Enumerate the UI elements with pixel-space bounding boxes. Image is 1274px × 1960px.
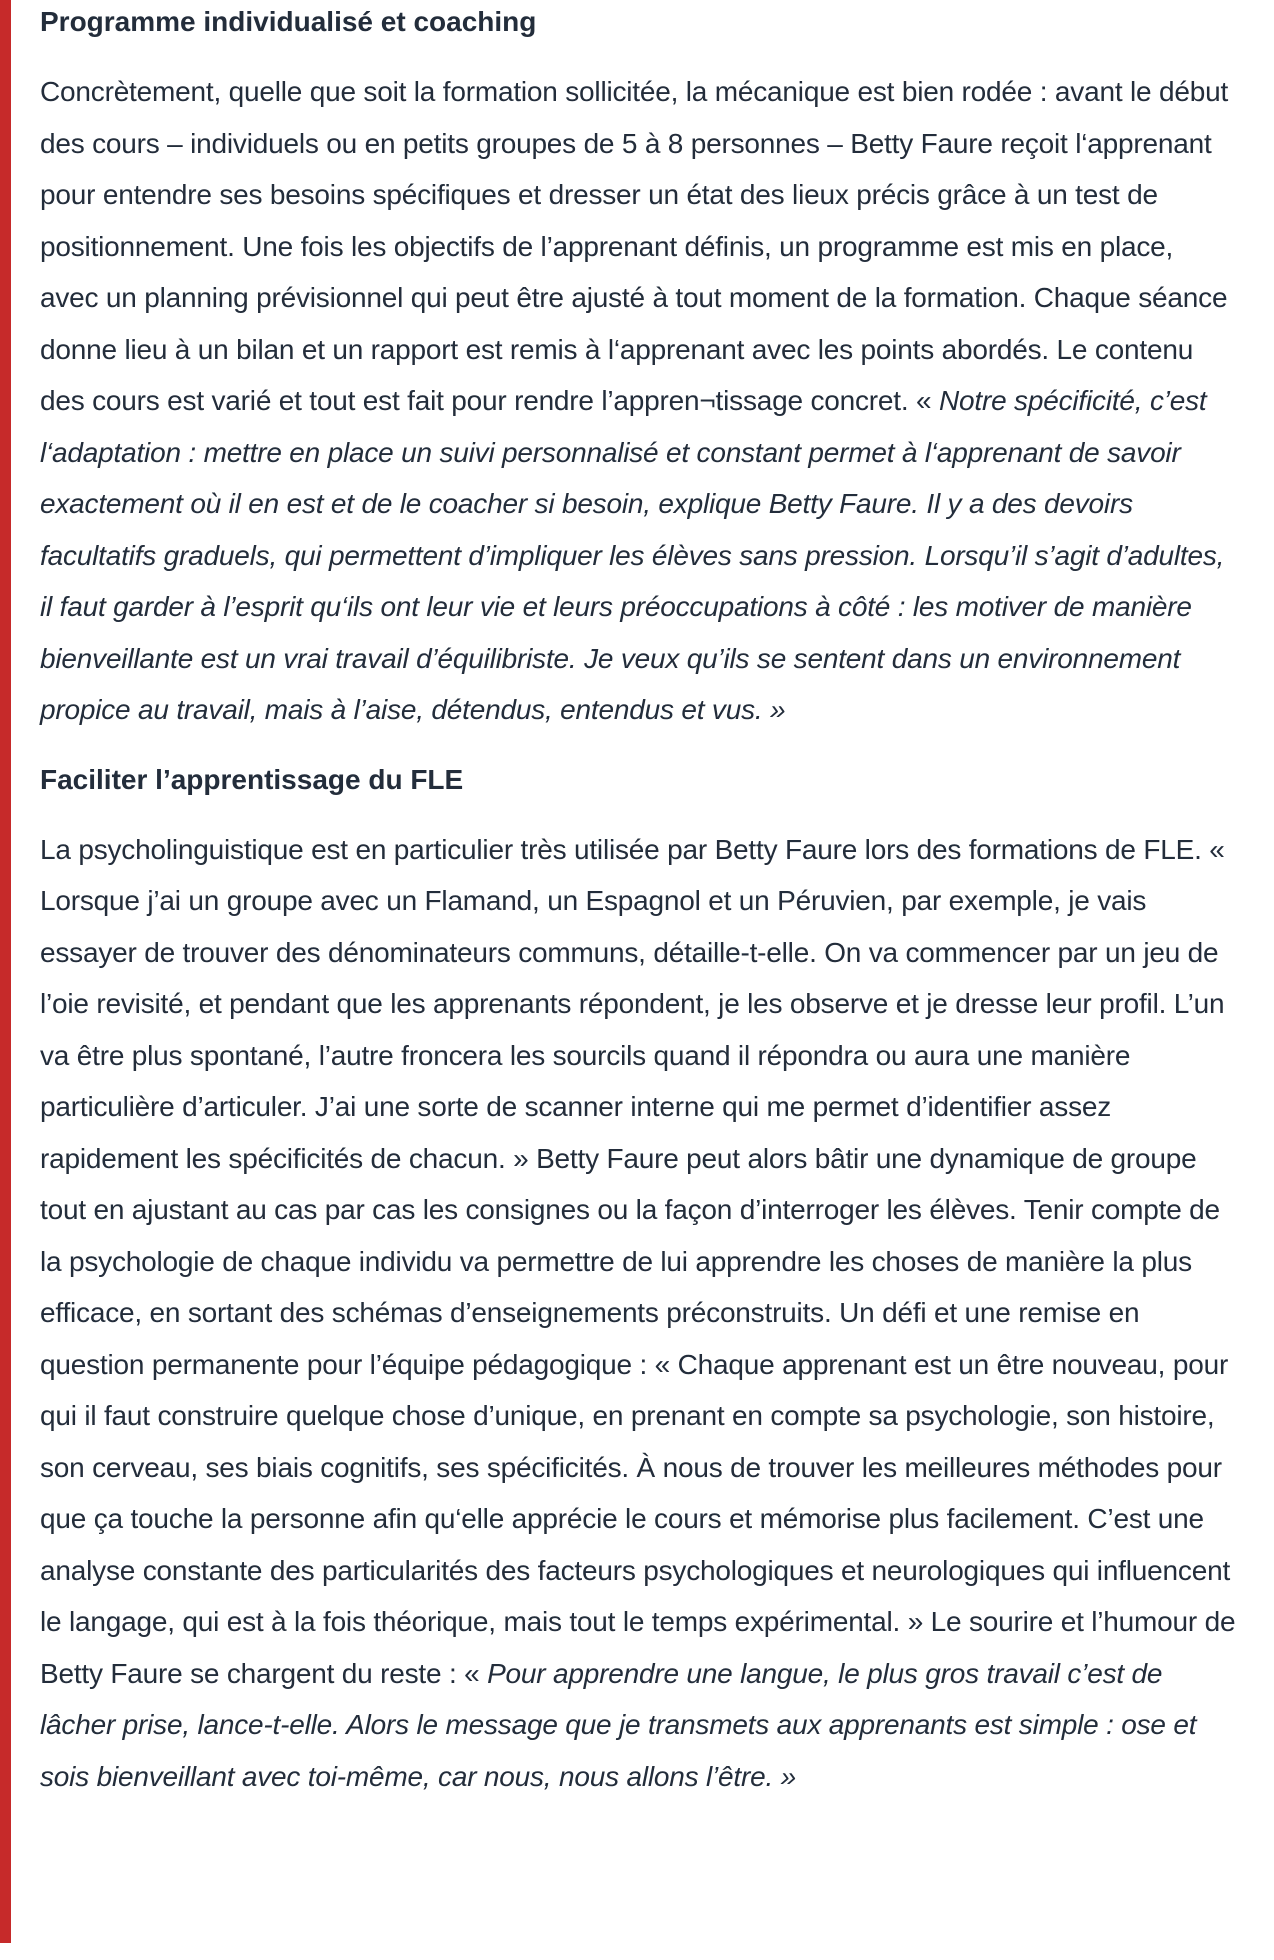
left-accent-bar xyxy=(0,0,11,1943)
section-heading-fle: Faciliter l’apprentissage du FLE xyxy=(40,763,464,795)
section-heading-programme: Programme individualisé et coaching xyxy=(40,6,537,37)
paragraph-programme-quote: Notre spécificité, c’est l‘adaptation : mettre en place un suivi personnalisé et constant permet à l‘apprenant de savoir exactement où il en est et de le coacher si besoin, explique Betty Faure. Il y a des devoirs facultatifs graduels, qui permettent d’impliquer les élèves sans pression. Lorsqu’il s’agit d’adultes, il faut garder à l’esprit qu‘ils ont leur vie et leurs préoccupations à côté : les motiver de manière bienveillante est un vrai travail d’équilibriste. Je veux qu’ils se sentent dans un environnement propice au travail, mais à l’aise, détendus, entendus et vus. » xyxy=(40,385,1225,725)
paragraph-fle xyxy=(40,824,1236,1803)
paragraph-programme-text: Concrètement, quelle que soit la formation sollicitée, la mécanique est bien rodée : avant le début des cours – individuels ou en petits groupes de 5 à 8 personnes – Betty Faure reçoit l‘apprenant pour entendre ses besoins spécifiques et dresser un état des lieux précis grâce à un test de positionnement. Une fois les objectifs de l’apprenant définis, un programme est mis en place, avec un planning prévisionnel qui peut être ajusté à tout moment de la formation. Chaque séance donne lieu à un bilan et un rapport est remis à l‘apprenant avec les points abordés. Le contenu des cours est varié et tout est fait pour rendre l’appren¬tissage concret. « xyxy=(40,76,1229,416)
paragraph-programme xyxy=(40,66,1236,736)
paragraph-fle-text: La psycholinguistique est en particulier très utilisée par Betty Faure lors des formations de FLE. « Lorsque j’ai un groupe avec un Flamand, un Espagnol et un Péruvien, par exemple, je vais essayer de trouver des dénominateurs communs, détaille-t-elle. On va commencer par un jeu de l’oie revisité, et pendant que les apprenants répondent, je les observe et je dresse leur profil. L’un va être plus spontané, l’autre froncera les sourcils quand il répondra ou aura une manière particulière d’articuler. J’ai une sorte de scanner interne qui me permet d’identifier assez rapidement les spécificités de chacun. » Betty Faure peut alors bâtir une dynamique de groupe tout en ajustant au cas par cas les consignes ou la façon d’interroger les élèves. Tenir compte de la psychologie de chaque individu va permettre de lui apprendre les choses de manière la plus efficace, en sortant des schémas d’enseignements préconstruits. Un défi et une remise en question permanente pour l’équipe pédagogique : « Chaque apprenant est un être nouveau, pour qui il faut construire quelque chose d’unique, en prenant en compte sa psychologie, son histoire, son cerveau, ses biais cognitifs, ses spécificités. À nous de trouver les meilleures méthodes pour que ça touche la personne afin qu‘elle apprécie le cours et mémorise plus facilement. C’est une analyse constante des particularités des facteurs psychologiques et neurologiques qui influencent le langage, qui est à la fois théorique, mais tout le temps expérimental. » Le sourire et l’humour de Betty Faure se chargent du reste : « xyxy=(40,833,1236,1689)
paragraph-fle-quote: Pour apprendre une langue, le plus gros travail c’est de lâcher prise, lance-t-elle. Alors le message que je transmets aux apprenants est simple : ose et sois bienveillant avec toi-même, car nous, nous allons l’être. » xyxy=(40,1657,1197,1792)
